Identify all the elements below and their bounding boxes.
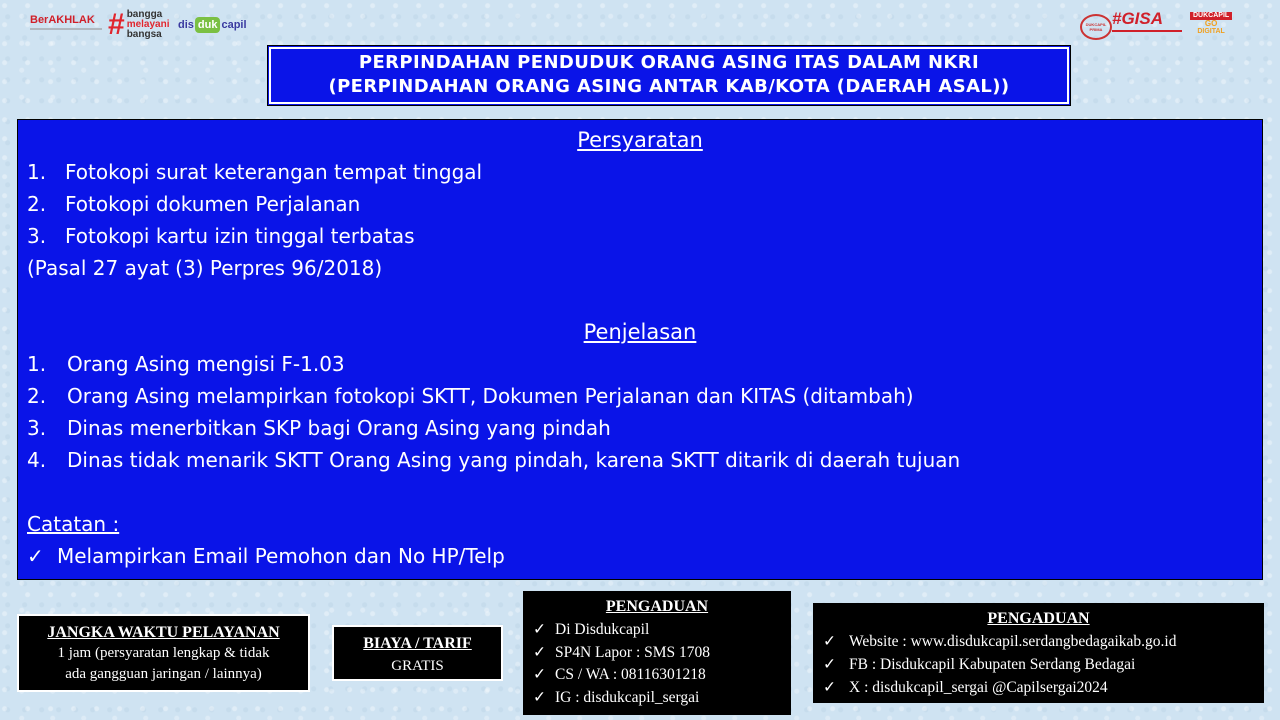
penjelasan-item-text: Orang Asing melampirkan fotokopi SKTT, Dokumen Perjalanan dan KITAS (ditambah) [67,384,914,408]
bangga-line-1: bangga [126,9,163,20]
dukcapil-go-line-2: GO [1204,19,1218,28]
persyaratan-item [27,160,482,184]
list-item [533,664,781,687]
check-icon: ✓ [533,643,546,661]
persyaratan-legal-note: (Pasal 27 ayat (3) Perpres 96/2018) [27,256,383,280]
penjelasan-heading: Penjelasan [583,320,697,344]
dukcapil-go-digital-logo [1190,12,1232,36]
title-line-1: PERPINDAHAN PENDUDUK ORANG ASING ITAS DALAM NKRI [358,52,980,73]
list-item [823,630,1254,653]
check-icon: ✓ [823,656,836,673]
persyaratan-item-number: 2. [27,192,47,216]
pengaduan-box-1 [523,591,791,715]
pengaduan-1-list [533,619,781,709]
penjelasan-item-text: Dinas menerbitkan SKP bagi Orang Asing yang pindah [67,416,611,440]
penjelasan-item-number: 1. [27,352,47,376]
list-item [533,619,781,642]
pengaduan-2-item-text: Website : www.disdukcapil.serdangbedagaikab.go.id [849,633,1177,650]
persyaratan-item [27,224,415,248]
list-item [823,653,1254,676]
pengaduan-1-item-text: CS / WA : 08116301218 [555,666,706,683]
list-item [533,642,781,665]
gisa-logo-text: #GISA [1112,9,1164,28]
check-icon: ✓ [823,633,836,650]
jangka-waktu-line-1: 1 jam (persyaratan lengkap & tidak [57,645,270,661]
check-icon: ✓ [823,679,836,696]
dis-part-2: duk [195,17,221,33]
jangka-waktu-box [17,614,310,692]
penjelasan-item-number: 2. [27,384,47,408]
list-item [823,676,1254,699]
biaya-value: GRATIS [391,658,444,674]
penjelasan-item [27,416,611,440]
penjelasan-item-number: 3. [27,416,47,440]
prima-logo-text: DUKCAPIL PRIMA [1085,22,1107,32]
pengaduan-2-heading: PENGADUAN [987,610,1090,627]
pengaduan-1-item-text: IG : disdukcapil_sergai [555,688,700,706]
jangka-waktu-heading: JANGKA WAKTU PELAYANAN [47,624,280,641]
check-icon: ✓ [533,621,546,638]
gisa-logo [1112,10,1182,32]
dis-part-3: capil [221,19,247,31]
persyaratan-item-text: Fotokopi dokumen Perjalanan [65,192,361,216]
bangga-line-2: melayani [126,19,170,30]
persyaratan-item-number: 1. [27,160,47,184]
pengaduan-box-2 [813,603,1264,703]
penjelasan-item [27,352,345,376]
berakhlak-logo-text: BerAKHLAK [30,14,95,26]
dukcapil-go-line-3: DIGITAL [1197,28,1225,35]
persyaratan-item-number: 3. [27,224,47,248]
persyaratan-item-text: Fotokopi surat keterangan tempat tinggal [65,160,483,184]
pengaduan-2-item-text: X : disdukcapil_sergai @Capilsergai2024 [849,679,1108,696]
penjelasan-item [27,384,914,408]
pengaduan-2-list [823,630,1254,699]
pengaduan-1-heading: PENGADUAN [605,598,709,615]
dis-part-1: dis [178,19,194,31]
dukcapil-prima-logo [1080,14,1112,40]
dukcapil-go-line-1: DUKCAPIL [1190,12,1232,20]
penjelasan-item-number: 4. [27,448,47,472]
penjelasan-item-text: Dinas tidak menarik SKTT Orang Asing yang pindah, karena SKTT ditarik di daerah tujuan [67,448,961,472]
persyaratan-item-text: Fotokopi kartu izin tinggal terbatas [65,224,415,248]
page-title [267,45,1071,106]
bangga-text [127,10,170,40]
title-line-2: (PERPINDAHAN ORANG ASING ANTAR KAB/KOTA (DAERAH ASAL)) [328,76,1010,97]
catatan-heading: Catatan : [27,512,120,536]
pengaduan-1-item-text: SP4N Lapor : SMS 1708 [555,643,711,661]
penjelasan-item-text: Orang Asing mengisi F-1.03 [67,352,345,376]
biaya-heading: BIAYA / TARIF [363,635,472,652]
list-item [533,687,781,710]
catatan-item [27,544,505,568]
berakhlak-logo-underline [30,28,102,30]
pengaduan-1-item-text: Di Disdukcapil [555,621,650,638]
berakhlak-logo [30,14,106,38]
bangga-hash: # [108,8,125,41]
gisa-logo-underline [1112,30,1182,32]
biaya-tarif-box [332,625,503,681]
persyaratan-item [27,192,360,216]
main-content-panel [17,119,1263,580]
penjelasan-item [27,448,960,472]
pengaduan-2-item-text: FB : Disdukcapil Kabupaten Serdang Bedagai [849,656,1136,673]
catatan-item-text: Melampirkan Email Pemohon dan No HP/Telp [57,544,505,568]
jangka-waktu-line-2: ada gangguan jaringan / lainnya) [65,666,262,682]
disdukcapil-logo [178,12,247,38]
persyaratan-heading: Persyaratan [577,128,703,152]
check-icon: ✓ [27,544,44,568]
bangga-melayani-bangsa-logo [108,10,170,40]
check-icon: ✓ [533,688,546,706]
check-icon: ✓ [533,666,546,683]
bangga-line-3: bangsa [126,29,162,40]
